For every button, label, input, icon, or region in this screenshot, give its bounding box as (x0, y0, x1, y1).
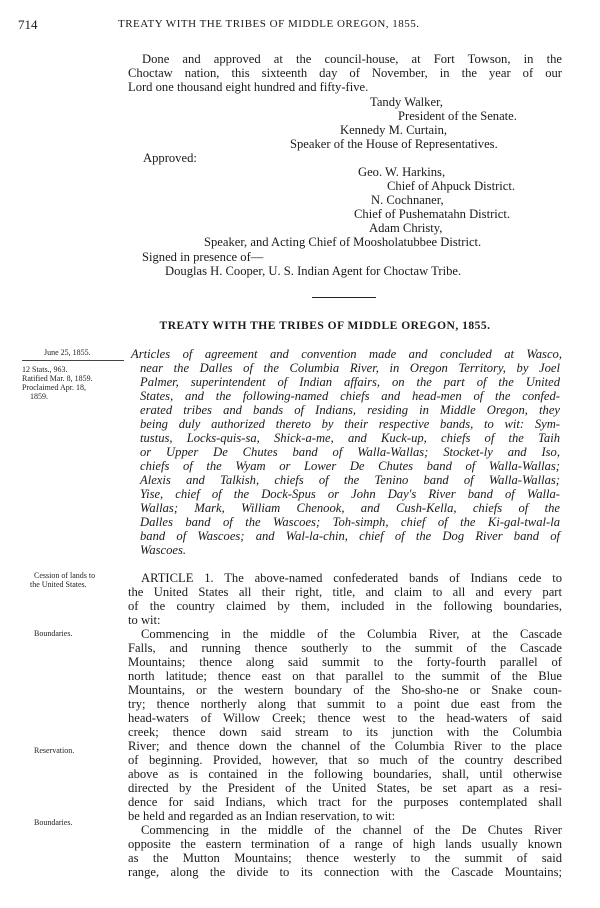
preamble-line: being duly authorized thereto by their respective bands, to wit: Sym- (140, 417, 560, 431)
closing-text-line: Done and approved at the council-house, at Fort Towson, in the (142, 52, 562, 66)
article-line: of the country claimed by them, included in the following boundaries, (128, 599, 562, 613)
page-header (18, 17, 580, 35)
signed-in-presence: Signed in presence of— (142, 250, 264, 264)
article-line: River; and thence down the channel of the Columbia River to the place (128, 739, 562, 753)
article-line: Mountains, or the western boundary of the Sho-sho-ne or Snake coun- (128, 683, 562, 697)
margin-note-boundaries: Boundaries. (34, 818, 73, 827)
article-line: opposite the eastern termination of a range of high lands usually known (128, 837, 562, 851)
signatory-title: Speaker, and Acting Chief of Moosholatubbee District. (204, 235, 482, 249)
margin-note-boundaries: Boundaries. (34, 629, 73, 638)
article-line: the United States all their right, title, and claim to all and every part (128, 585, 562, 599)
preamble-line: Alexis and Talkish, chiefs of the Tenino band of Walla-Wallas; (140, 473, 560, 487)
margin-note-reservation: Reservation. (34, 746, 75, 755)
preamble-line: Dalles band of the Wascoes; Toh-simph, chief of the Ki-gal-twal-la (140, 515, 560, 529)
article-line: head-waters of Willow Creek; thence west to the head-waters of said (128, 711, 562, 725)
article-line: Commencing in the middle of the Columbia River, at the Cascade (141, 627, 562, 641)
article-line: creek; thence down said stream to its junction with the Columbia (128, 725, 562, 739)
witness-line: Douglas H. Cooper, U. S. Indian Agent for Choctaw Tribe. (165, 264, 462, 278)
article-line: north latitude; thence east on that parallel to the summit of the Blue (128, 669, 562, 683)
running-head: TREATY WITH THE TRIBES OF MIDDLE OREGON, 1855. (118, 18, 420, 30)
article-line: above as is contained in the following boundaries, shall, until otherwise (128, 767, 562, 781)
signatory-name: Tandy Walker, (370, 95, 443, 109)
signatory-title: Chief of Pushematahn District. (354, 207, 510, 221)
preamble-line: States, and the following-named chiefs and head-men of the confed- (140, 389, 560, 403)
margin-note-proclaimed: Proclaimed Apr. 18, (22, 383, 86, 392)
margin-note-cession: Cession of lands to (34, 571, 96, 580)
approved-label: Approved: (143, 151, 197, 165)
treaty-title: TREATY WITH THE TRIBES OF MIDDLE OREGON, 1855. (159, 320, 491, 332)
closing-text-line: Lord one thousand eight hundred and fifty-five. (128, 80, 369, 94)
signatory-name: N. Cochnaner, (371, 193, 444, 207)
signatory-title: Chief of Ahpuck District. (387, 179, 516, 193)
article-line: ARTICLE 1. The above-named confederated bands of Indians cede to (141, 571, 562, 585)
article-line: as the Mutton Mountains; thence westerly to the summit of said (128, 851, 562, 865)
preamble-line: chiefs of the Wyam or Lower De Chutes band of Walla-Wallas; (140, 459, 560, 473)
margin-note-date: June 25, 1855. (44, 348, 91, 357)
signatory-title: President of the Senate. (398, 109, 517, 123)
preamble-line: band of Wascoes; and Wal-la-chin, chief of the Dog River band of (140, 529, 560, 543)
signatory-name: Adam Christy, (369, 221, 443, 235)
article-line: dence for said Indians, which tract for the purposes contemplated shall (128, 795, 562, 809)
article-line: to wit: (128, 613, 161, 627)
signatory-title: Speaker of the House of Representatives. (290, 137, 498, 151)
preamble-line: Yise, chief of the Dock-Spus or John Day's River band of Walla- (140, 487, 560, 501)
preamble-line: near the Dalles of the Columbia River, in Oregon Territory, by Joel (140, 361, 560, 375)
margin-note-stats: 12 Stats., 963. (22, 365, 68, 374)
preamble-line: Palmer, superintendent of Indian affairs, on the part of the United (140, 375, 560, 389)
section-divider (312, 297, 376, 298)
article-line: range, along the divide to its connection with the Cascade Mountains; (128, 865, 562, 879)
preamble-line: Wallas; Mark, William Chenook, and Cush-Kella, chiefs of the (140, 501, 560, 515)
preamble-line: Wascoes. (140, 543, 187, 557)
margin-note-ratified: Ratified Mar. 8, 1859. (22, 374, 93, 383)
preamble-line: or Upper De Chutes band of Walla-Wallas; Stocket-ly and Iso, (140, 445, 560, 459)
article-line: try; thence northerly along that summit to a point due east from the (128, 697, 562, 711)
article-line: Commencing in the middle of the channel of the De Chutes River (141, 823, 562, 837)
article-line: of beginning. Provided, however, that so much of the country described (128, 753, 562, 767)
article-line: be held and regarded as an Indian reservation, to wit: (128, 809, 396, 823)
page-number: 714 (18, 17, 38, 32)
preamble-line: Articles of agreement and convention made and concluded at Wasco, (131, 347, 562, 361)
signatory-name: Geo. W. Harkins, (358, 165, 446, 179)
margin-rule (22, 360, 124, 361)
article-line: Falls, and running thence southerly to the summit of the Cascade (128, 641, 562, 655)
margin-note-year: 1859. (30, 392, 48, 401)
closing-text-line: Choctaw nation, this sixteenth day of November, in the year of our (128, 66, 562, 80)
article-line: directed by the President of the United States, be set apart as a resi- (128, 781, 562, 795)
preamble-line: tustus, Locks-quis-sa, Shick-a-me, and Kuck-up, chiefs of the Taih (140, 431, 560, 445)
margin-note-cession: the United States. (30, 580, 87, 589)
preamble-line: erated tribes and bands of Indians, residing in Middle Oregon, they (140, 403, 560, 417)
article-line: Mountains; thence along said summit to the forty-fourth parallel of (128, 655, 562, 669)
signatory-name: Kennedy M. Curtain, (340, 123, 448, 137)
